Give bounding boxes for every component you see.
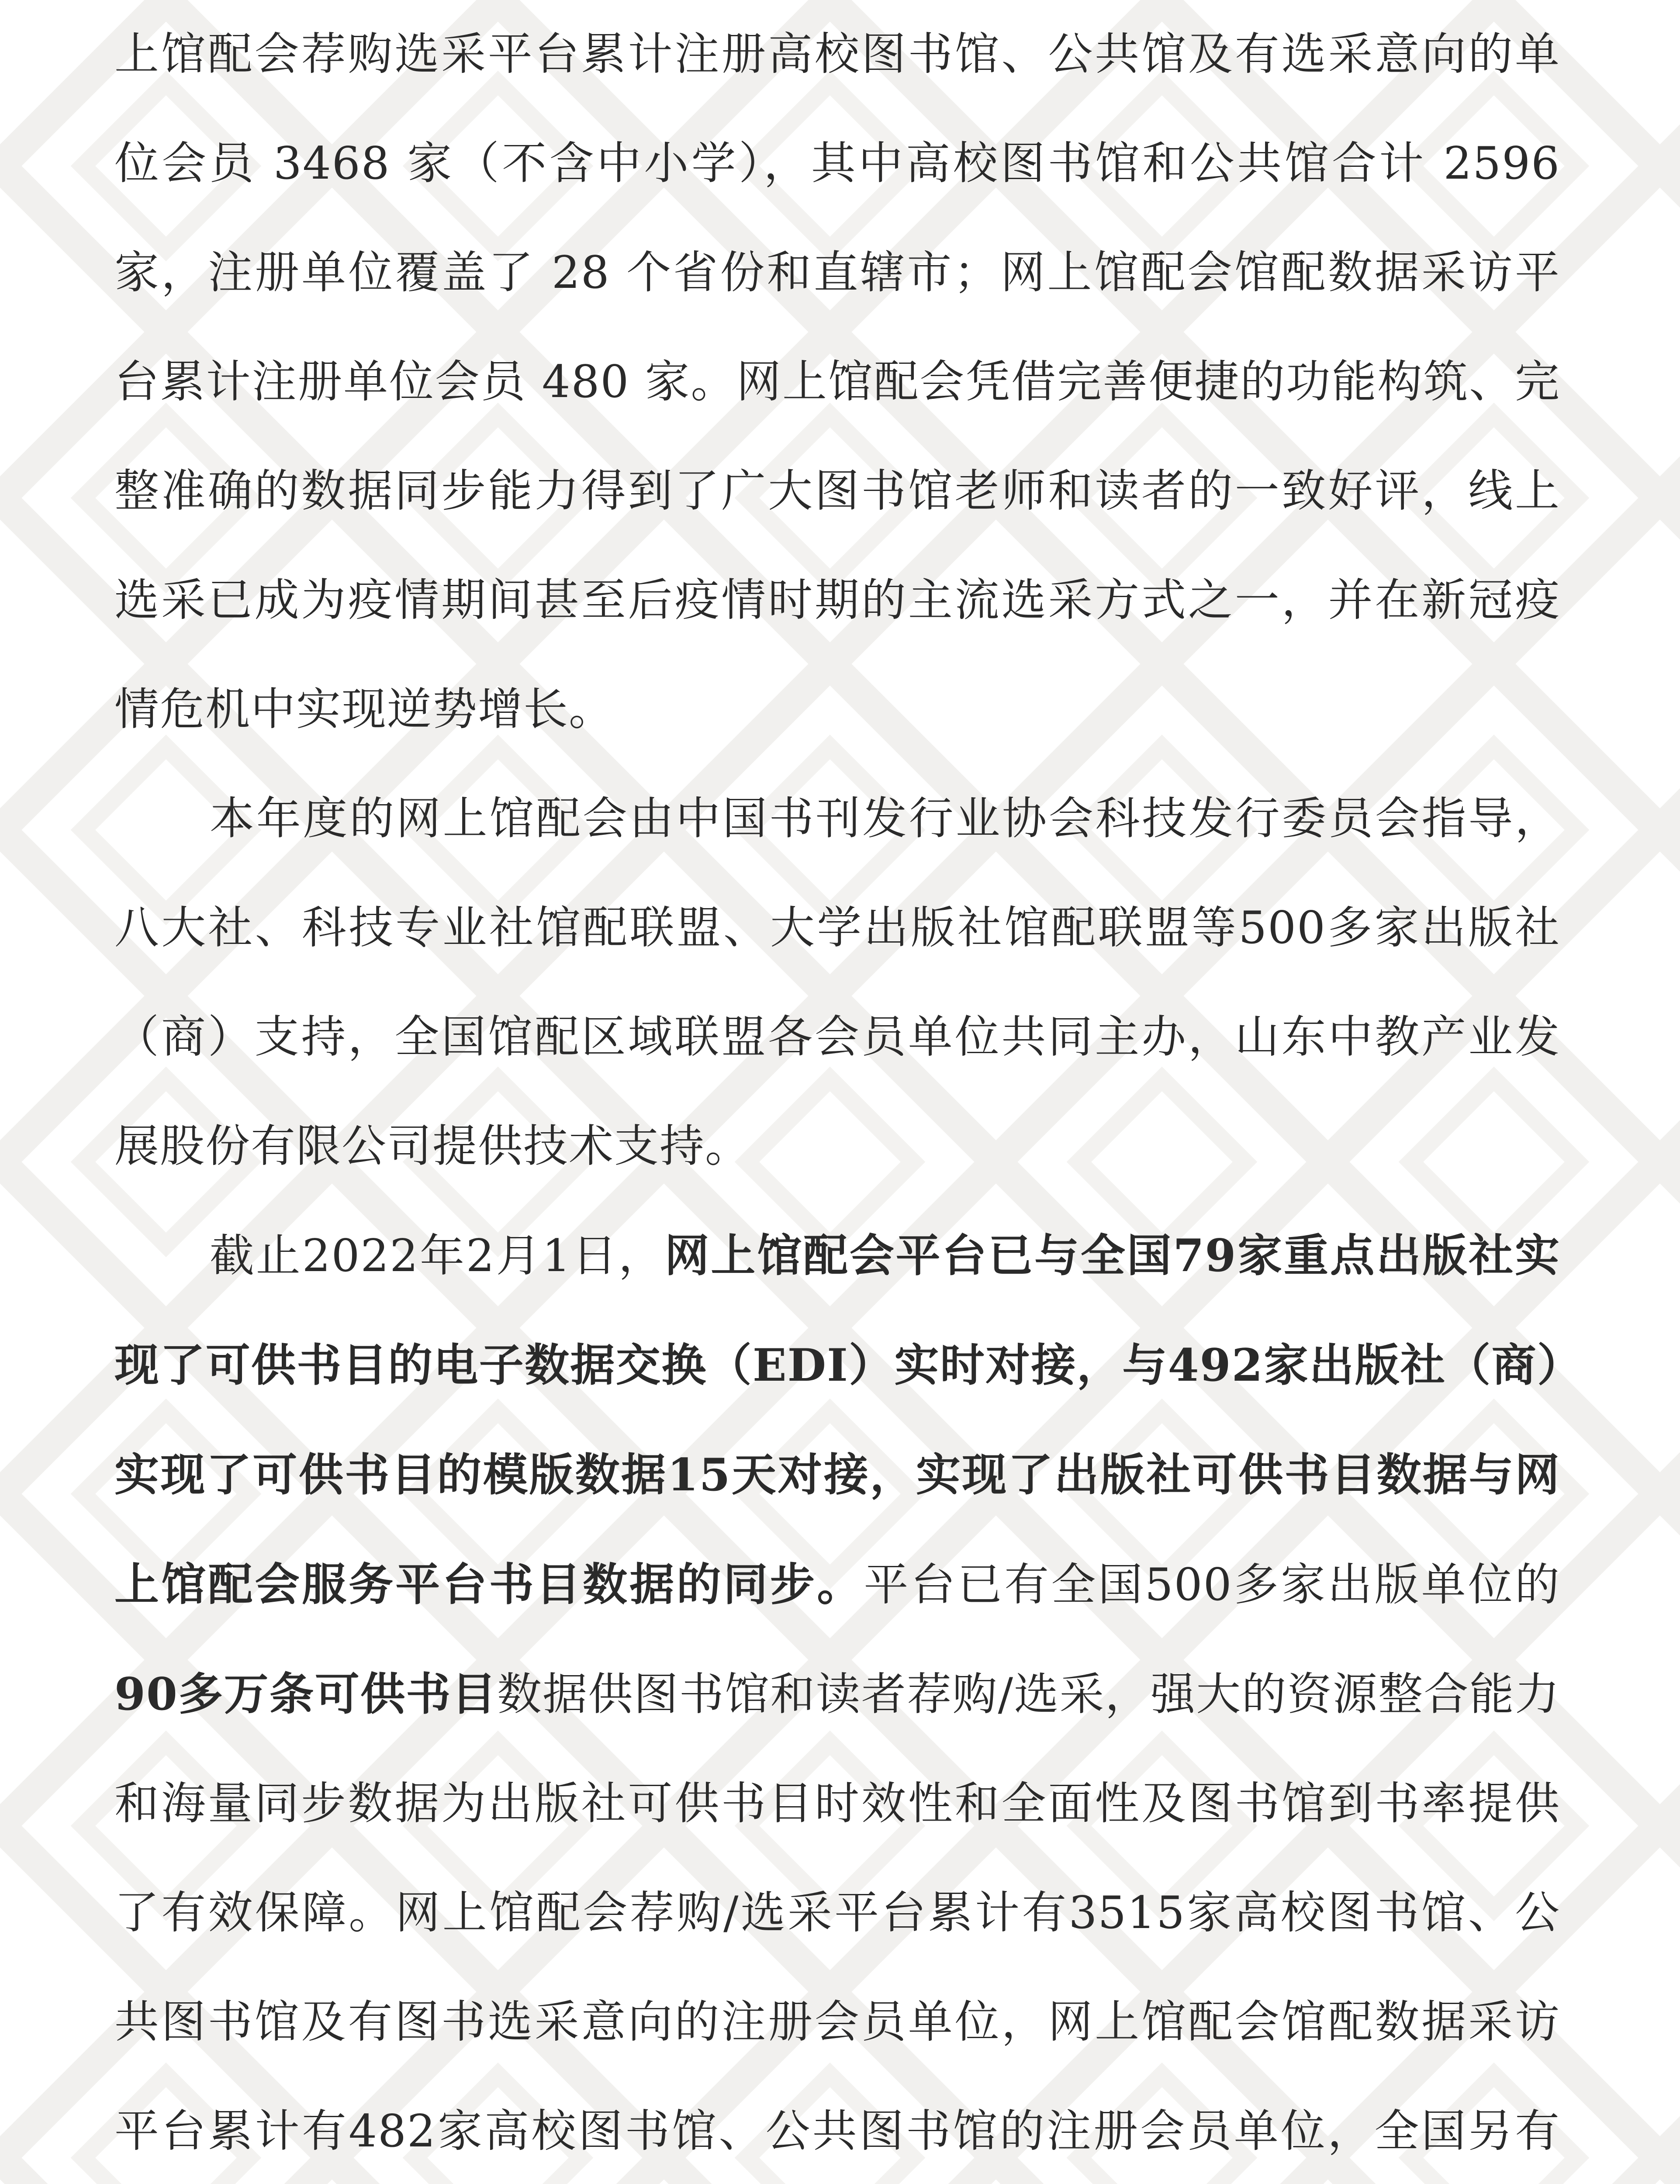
paragraph-2: 本年度的网上馆配会由中国书刊发行业协会科技发行委员会指导，八大社、科技专业社馆配联盟、大学出版社馆配联盟等500多家出版社（商）支持，全国馆配区域联盟各会员单位共同主办，山东中教产业发展股份有限公司提供技术支持。 <box>114 793 1560 1172</box>
paragraph-3-date: 截止2022年2月1日， <box>210 1230 665 1282</box>
document-body <box>114 0 1560 2184</box>
paragraph-3-bold-count: 90多万条可供书目 <box>114 1668 497 1721</box>
paragraph-3-bold-edi-sync: 网上馆配会平台已与全国79家重点出版社实现了可供书目的电子数据交换（EDI）实时对接，与492家出版社（商）实现了可供书目的模版数据15天对接，实现了出版社可供书目数据与网上馆配会服务平台书目数据的同步。 <box>114 1230 1561 1611</box>
paragraph-1: 上馆配会荐购选采平台累计注册高校图书馆、公共馆及有选采意向的单位会员 3468 家（不含中小学），其中高校图书馆和公共馆合计 2596 家，注册单位覆盖了 28 个省份和直辖市；网上馆配会馆配数据采访平台累计注册单位会员 480 家。网上馆配会凭借完善便捷的功能构筑、完整准确的数据同步能力得到了广大图书馆老师和读者的一致好评，线上选采已成为疫情期间甚至后疫情时期的主流选采方式之一，并在新冠疫情危机中实现逆势增长。 <box>114 28 1560 736</box>
paragraph-3-text: 平台已有全国500多家出版单位的 <box>864 1559 1561 1611</box>
paragraph-3 <box>114 1201 1560 2184</box>
paragraph-3-text-2: 数据供图书馆和读者荐购/选采，强大的资源整合能力和海量同步数据为出版社可供书目时效性和全面性及图书馆到书率提供了有效保障。网上馆配会荐购/选采平台累计有3515家高校图书馆、公共图书馆及有图书选采意向的注册会员单位，网上馆配会馆配数据采访平台累计有482家高校图书馆、公共图书馆的注册会员单位，全国另有 <box>114 1669 1560 2157</box>
